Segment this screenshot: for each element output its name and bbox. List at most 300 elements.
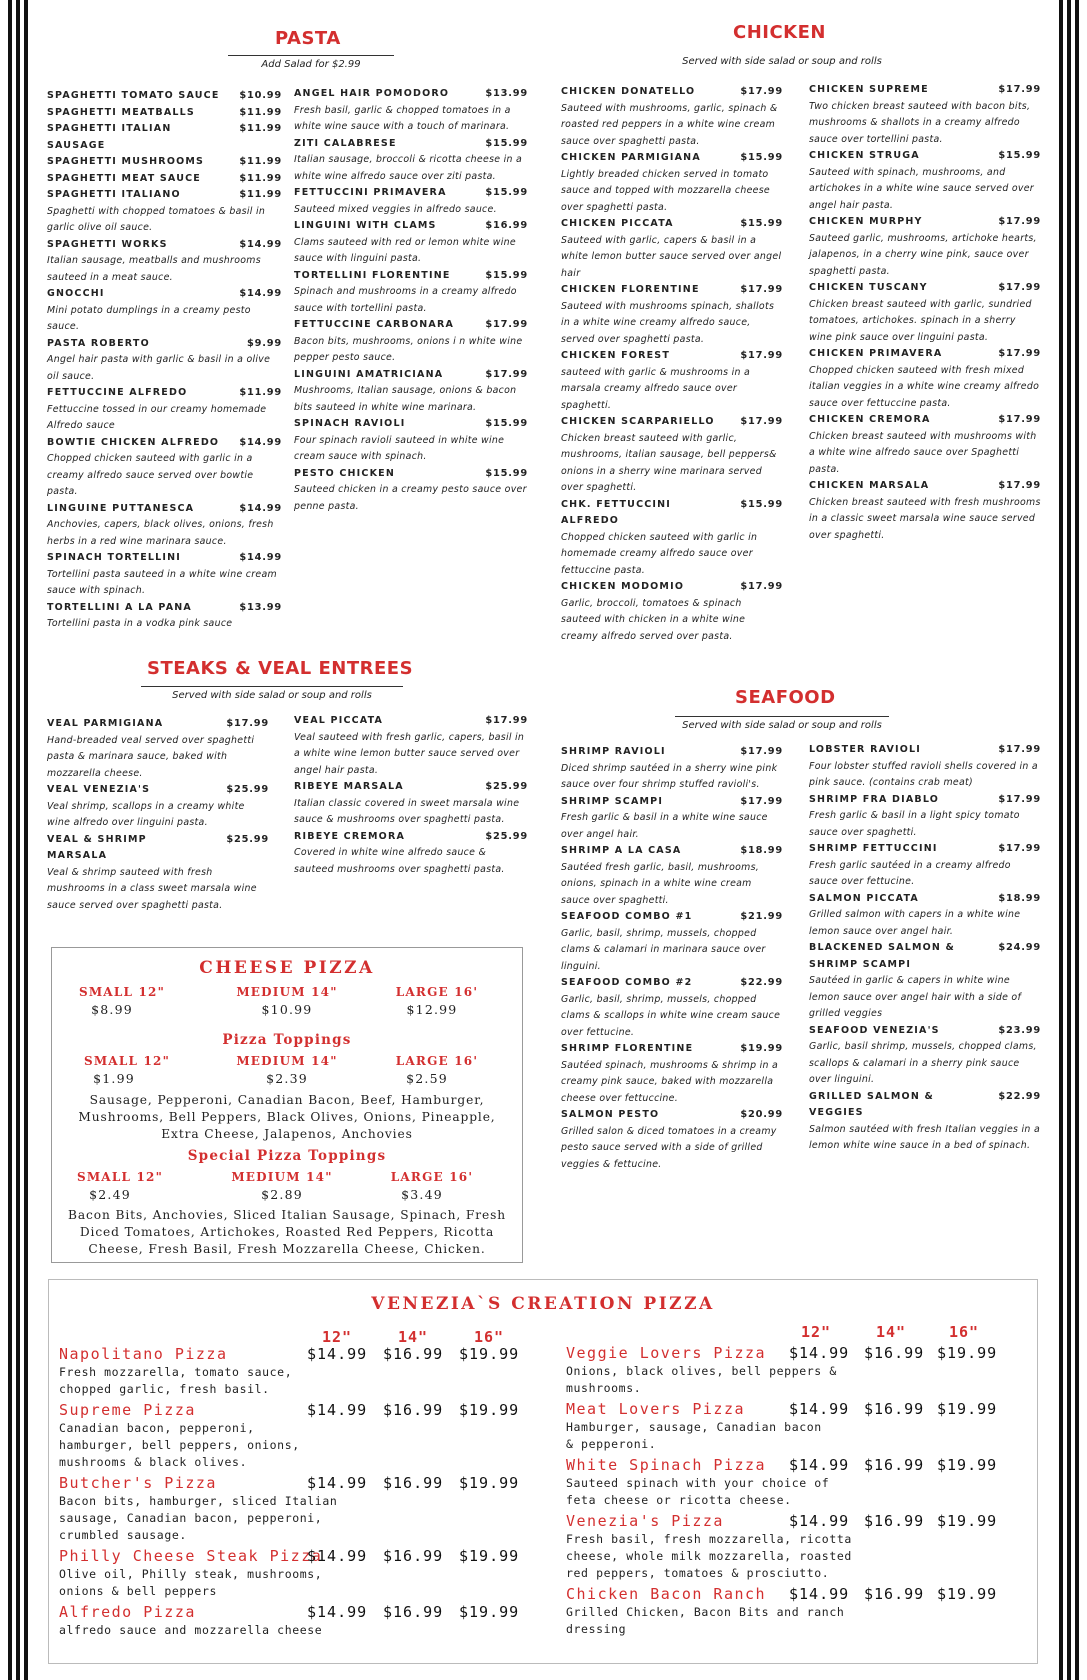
special-toppings-line: Bacon Bits, Anchovies, Sliced Italian Sausage, Spinach, Fresh bbox=[68, 1208, 506, 1222]
pizza-price: $19.99 bbox=[937, 1585, 998, 1603]
menu-item bbox=[561, 84, 783, 150]
pizza-description: cheese, whole milk mozzarella, roasted bbox=[566, 1549, 852, 1563]
pizza-name: Alfredo Pizza bbox=[59, 1603, 196, 1621]
menu-item-price: $15.99 bbox=[740, 152, 783, 163]
pizza-price: $16.99 bbox=[864, 1512, 925, 1530]
menu-item bbox=[294, 136, 528, 186]
menu-item-name: SHRIMP A LA CASA bbox=[561, 845, 682, 856]
menu-item-price: $18.99 bbox=[740, 845, 783, 856]
menu-item-description: Fresh garlic & basil in a light spicy tomato sauce over spaghetti. bbox=[809, 810, 1020, 838]
menu-item-description: Angel hair pasta with garlic & basil in a olive oil sauce. bbox=[47, 354, 271, 382]
menu-item-name: SEAFOOD COMBO #2 bbox=[561, 977, 693, 988]
menu-item-name: CHK. FETTUCCINI ALFREDO bbox=[561, 498, 672, 526]
menu-item-price: $17.99 bbox=[485, 715, 528, 726]
menu-item-description: Salmon sautéed with fresh Italian veggies in a lemon white wine sauce in a bed of spinach. bbox=[809, 1123, 1040, 1151]
menu-item-name: SPAGHETTI ITALIANO bbox=[47, 189, 181, 200]
menu-item bbox=[809, 346, 1041, 412]
menu-item-description: Grilled salon & diced tomatoes in a creamy pesto sauce served with a side of grilled veggies & fettucine. bbox=[561, 1125, 777, 1170]
menu-item bbox=[47, 716, 269, 782]
menu-item-description: Sauteed with garlic, capers & basil in a white lemon butter sauce served over angel hair bbox=[561, 234, 782, 279]
menu-item-name: SHRIMP FETTUCCINI bbox=[809, 843, 938, 854]
pizza-name: White Spinach Pizza bbox=[566, 1456, 767, 1474]
menu-item-price: $17.99 bbox=[998, 282, 1041, 293]
pizza-description: & pepperoni. bbox=[566, 1437, 657, 1451]
menu-item-name: BOWTIE CHICKEN ALFREDO bbox=[47, 436, 220, 448]
menu-item bbox=[809, 478, 1041, 544]
pizza-price: $16.99 bbox=[864, 1456, 925, 1474]
pizza-description: Fresh basil, fresh mozzarella, ricotta bbox=[566, 1532, 852, 1546]
menu-item-price: $17.99 bbox=[998, 480, 1041, 491]
menu-item-name: VEAL PARMIGIANA bbox=[47, 718, 164, 729]
menu-item-description: Italian classic covered in sweet marsala wine sauce & mushrooms over spaghetti pasta. bbox=[294, 797, 520, 825]
menu-item-name: FETTUCCINE ALFREDO bbox=[47, 387, 188, 398]
menu-item-name: SPAGHETTI WORKS bbox=[47, 238, 168, 250]
pizza-description: Sauteed spinach with your choice of bbox=[566, 1476, 830, 1490]
pizza-name: Napolitano Pizza bbox=[59, 1345, 228, 1363]
pizza-description: mushrooms & black olives. bbox=[59, 1455, 248, 1469]
size-price: $8.99 bbox=[91, 1002, 133, 1017]
menu-item-name: SPAGHETTI MUSHROOMS bbox=[47, 156, 205, 167]
pizza-name: Meat Lovers Pizza bbox=[566, 1400, 746, 1418]
pizza-price: $19.99 bbox=[459, 1345, 520, 1363]
size-header: 12" bbox=[801, 1323, 832, 1341]
special-toppings-line: Diced Tomatoes, Artichokes, Roasted Red Peppers, Ricotta bbox=[79, 1225, 495, 1239]
menu-item bbox=[47, 286, 282, 336]
menu-item-price: $13.99 bbox=[485, 88, 528, 99]
menu-item-price: $19.99 bbox=[740, 1043, 783, 1054]
steaks-left-column bbox=[47, 716, 269, 914]
menu-item-description: sauteed with garlic & mushrooms in a marsala creamy alfredo sauce over spaghetti. bbox=[561, 366, 751, 411]
menu-item bbox=[294, 779, 528, 829]
menu-item-name: CHICKEN SUPREME bbox=[809, 84, 929, 95]
menu-item-description: Two chicken breast sauteed with bacon bits, mushrooms & shallots in a creamy alfredo sauce over tortellini pasta. bbox=[809, 100, 1031, 145]
menu-item bbox=[294, 317, 528, 367]
pizza-description: sausage, Canadian bacon, pepperoni, bbox=[59, 1511, 323, 1525]
size-price: $2.39 bbox=[266, 1071, 308, 1086]
size-label: LARGE 16' bbox=[395, 1054, 479, 1068]
menu-item-price: $14.99 bbox=[239, 238, 282, 250]
menu-item-price: $14.99 bbox=[239, 288, 282, 299]
menu-item bbox=[561, 1107, 783, 1173]
menu-item bbox=[47, 782, 269, 832]
menu-item-description: Fresh garlic & basil in a white wine sauce over angel hair. bbox=[561, 812, 768, 840]
pizza-price: $16.99 bbox=[383, 1474, 444, 1492]
menu-item-price: $17.99 bbox=[998, 414, 1041, 425]
menu-item-name: PESTO CHICKEN bbox=[294, 467, 395, 479]
menu-item-price: $22.99 bbox=[998, 1090, 1041, 1102]
menu-item-name: CHICKEN STRUGA bbox=[809, 150, 920, 161]
menu-item-name: CHICKEN PRIMAVERA bbox=[809, 348, 943, 359]
menu-item-price: $11.99 bbox=[239, 172, 282, 184]
menu-item-price: $11.99 bbox=[239, 156, 282, 167]
menu-item-name: LINGUINI WITH CLAMS bbox=[294, 220, 437, 231]
menu-item-name: SPAGHETTI TOMATO SAUCE bbox=[47, 90, 220, 101]
pizza-price: $14.99 bbox=[307, 1603, 368, 1621]
menu-item-description: Chicken breast sauteed with mushrooms with a white wine alfredo sauce over Spaghetti pasta. bbox=[809, 430, 1037, 475]
pizza-price: $19.99 bbox=[937, 1512, 998, 1530]
menu-item-description: Chopped chicken sauteed with fresh mixed italian veggies in a white wine creamy alfredo sauce over fettuccine pasta. bbox=[809, 364, 1040, 409]
menu-item-name: SALMON PESTO bbox=[561, 1109, 660, 1120]
menu-item-description: Diced shrimp sautéed in a sherry wine pink sauce over four shrimp stuffed ravioli's. bbox=[561, 762, 778, 790]
menu-item bbox=[809, 82, 1041, 148]
menu-item-description: Chopped chicken sauteed with garlic in a creamy alfredo sauce served over bowtie pasta. bbox=[47, 453, 254, 497]
menu-item bbox=[47, 336, 282, 386]
right-border-stripe bbox=[1067, 0, 1071, 1680]
menu-item-description: Sauteed mixed veggies in alfredo sauce. bbox=[294, 203, 497, 215]
menu-item-description: Chicken breast sauteed with garlic, sundried tomatoes, artichokes. spinach in a sherry wine pink sauce over linguini pasta. bbox=[809, 298, 1032, 343]
size-label: MEDIUM 14" bbox=[236, 985, 338, 999]
steaks-title: STEAKS & VEAL ENTREES bbox=[147, 658, 414, 679]
size-header: 14" bbox=[398, 1328, 429, 1346]
menu-item-description: Chicken breast sauteed with garlic, mushrooms, italian sausage, bell peppers& onions in a sherry wine marinara served over spaghetti. bbox=[561, 432, 777, 493]
menu-item-price: $25.99 bbox=[485, 781, 528, 792]
menu-item-name: CHICKEN DONATELLO bbox=[561, 86, 696, 97]
menu-item-name: SPAGHETTI MEATBALLS bbox=[47, 106, 195, 118]
pizza-price: $14.99 bbox=[789, 1456, 850, 1474]
pasta-subtitle: Add Salad for $2.99 bbox=[228, 55, 394, 70]
menu-item-price: $15.99 bbox=[740, 498, 783, 510]
size-header: 16" bbox=[949, 1323, 980, 1341]
menu-item bbox=[561, 282, 783, 348]
cheese-pizza-box bbox=[51, 947, 523, 1263]
menu-item-name: CHICKEN PARMIGIANA bbox=[561, 152, 701, 163]
toppings-line: Extra Cheese, Jalapenos, Anchovies bbox=[161, 1127, 413, 1141]
chicken-right-column bbox=[809, 82, 1041, 544]
menu-item-description: Fettuccine tossed in our creamy homemade Alfredo sauce bbox=[47, 403, 267, 431]
menu-item-name: FETTUCCINI PRIMAVERA bbox=[294, 187, 447, 198]
menu-item-description: Spaghetti with chopped tomatoes & basil in garlic olive oil sauce. bbox=[47, 205, 266, 233]
menu-item bbox=[809, 792, 1041, 842]
menu-item bbox=[47, 121, 282, 154]
menu-item-name: SHRIMP FLORENTINE bbox=[561, 1043, 694, 1054]
pizza-price: $16.99 bbox=[864, 1400, 925, 1418]
menu-item bbox=[809, 742, 1041, 792]
size-price: $2.49 bbox=[89, 1187, 131, 1202]
menu-item bbox=[47, 187, 282, 237]
toppings-line: Sausage, Pepperoni, Canadian Bacon, Beef, Hamburger, bbox=[89, 1093, 485, 1107]
menu-item-name: SPAGHETTI MEAT SAUCE bbox=[47, 172, 201, 184]
menu-item-description: Italian sausage, meatballs and mushrooms sauteed in a meat sauce. bbox=[47, 255, 261, 283]
menu-item-name: GNOCCHI bbox=[47, 288, 105, 299]
menu-item-price: $22.99 bbox=[740, 977, 783, 988]
menu-item bbox=[561, 414, 783, 497]
menu-item-price: $25.99 bbox=[226, 833, 269, 845]
menu-item-name: TORTELLINI A LA PANA bbox=[47, 601, 192, 613]
menu-item-price: $17.99 bbox=[998, 793, 1041, 805]
pizza-description: alfredo sauce and mozzarella cheese bbox=[59, 1623, 323, 1637]
menu-item-name: CHICKEN MURPHY bbox=[809, 216, 923, 227]
pasta-title: PASTA bbox=[275, 28, 341, 49]
venezia-title: VENEZIA`S CREATION PIZZA bbox=[371, 1294, 715, 1314]
menu-item bbox=[561, 216, 783, 282]
menu-item-description: Anchovies, capers, black olives, onions, fresh herbs in a red wine marinara sauce. bbox=[47, 519, 274, 547]
menu-item-name: VEAL VENEZIA'S bbox=[47, 784, 151, 795]
menu-item bbox=[294, 829, 528, 879]
menu-item-price: $14.99 bbox=[239, 502, 282, 514]
menu-item-description: Clams sauteed with red or lemon white wine sauce with linguini pasta. bbox=[294, 236, 516, 264]
menu-item-description: Hand-breaded veal served over spaghetti pasta & marinara sauce, baked with mozzarella cheese. bbox=[47, 734, 255, 779]
pizza-price: $19.99 bbox=[459, 1474, 520, 1492]
menu-item bbox=[294, 713, 528, 779]
menu-item-price: $15.99 bbox=[740, 218, 783, 229]
menu-item-price: $13.99 bbox=[239, 601, 282, 613]
menu-item-price: $17.99 bbox=[740, 795, 783, 807]
size-header: 16" bbox=[474, 1328, 505, 1346]
menu-item-description: Fresh garlic sautéed in a creamy alfredo sauce over fettucine. bbox=[809, 859, 1011, 887]
pizza-price: $14.99 bbox=[789, 1400, 850, 1418]
menu-item bbox=[294, 367, 528, 417]
menu-item bbox=[294, 185, 528, 218]
menu-item-name: CHICKEN TUSCANY bbox=[809, 282, 928, 293]
pizza-price: $19.99 bbox=[459, 1547, 520, 1565]
right-border-stripe bbox=[1075, 0, 1079, 1680]
menu-item-description: Covered in white wine alfredo sauce & sauteed mushrooms over spaghetti pasta. bbox=[294, 847, 505, 875]
menu-item bbox=[47, 550, 282, 600]
menu-item bbox=[809, 841, 1041, 891]
menu-item bbox=[561, 1041, 783, 1107]
menu-item bbox=[47, 385, 282, 435]
menu-item-name: SPAGHETTI ITALIAN SAUSAGE bbox=[47, 123, 172, 151]
menu-item-price: $11.99 bbox=[239, 106, 282, 118]
menu-item-price: $17.99 bbox=[998, 348, 1041, 359]
menu-item-description: Sauteed with mushrooms, garlic, spinach & roasted red peppers in a white wine cream sauce over spaghetti pasta. bbox=[561, 102, 778, 147]
menu-item bbox=[561, 794, 783, 844]
menu-item-price: $21.99 bbox=[740, 911, 783, 922]
pizza-description: Bacon bits, hamburger, sliced Italian bbox=[59, 1494, 338, 1508]
menu-item-name: SEAFOOD COMBO #1 bbox=[561, 911, 693, 922]
menu-item bbox=[561, 348, 783, 414]
menu-item-price: $17.99 bbox=[998, 84, 1041, 95]
menu-item-description: Garlic, basil shrimp, mussels, chopped clams, scallops & calamari in a sherry pink sauce over linguini. bbox=[809, 1041, 1037, 1085]
menu-item-price: $15.99 bbox=[485, 137, 528, 149]
menu-item-price: $17.99 bbox=[998, 744, 1041, 755]
menu-item-price: $10.99 bbox=[239, 90, 282, 101]
menu-item-description: Sautéed fresh garlic, basil, mushrooms, onions, spinach in a white wine cream sauce over spaghetti. bbox=[561, 861, 760, 906]
menu-item-price: $18.99 bbox=[998, 892, 1041, 904]
menu-item-price: $14.99 bbox=[239, 552, 282, 563]
seafood-right-column bbox=[809, 742, 1041, 1155]
menu-item-description: Fresh basil, garlic & chopped tomatoes in a white wine sauce with a touch of marinara. bbox=[294, 104, 511, 132]
cheese-pizza-title: CHEESE PIZZA bbox=[199, 958, 375, 978]
pizza-name: Supreme Pizza bbox=[59, 1401, 196, 1419]
pasta-left-column bbox=[47, 88, 282, 633]
pizza-price: $14.99 bbox=[307, 1547, 368, 1565]
menu-item-price: $11.99 bbox=[239, 189, 282, 200]
pizza-price: $16.99 bbox=[383, 1603, 444, 1621]
pizza-name: Philly Cheese Steak Pizza bbox=[59, 1547, 323, 1565]
menu-item bbox=[809, 891, 1041, 941]
pasta-right-column bbox=[294, 86, 528, 515]
menu-item-name: CHICKEN CREMORA bbox=[809, 414, 931, 425]
size-label: SMALL 12" bbox=[83, 1054, 171, 1068]
menu-item bbox=[294, 86, 528, 136]
size-price: $1.99 bbox=[93, 1071, 135, 1086]
menu-item bbox=[809, 940, 1041, 1023]
menu-item bbox=[47, 88, 282, 105]
size-label: SMALL 12" bbox=[76, 1170, 164, 1184]
menu-item bbox=[809, 148, 1041, 214]
menu-item-price: $16.99 bbox=[485, 220, 528, 231]
steaks-right-column bbox=[294, 713, 528, 878]
menu-item-description: Spinach and mushrooms in a creamy alfredo sauce with tortellini pasta. bbox=[294, 286, 517, 314]
menu-item-price: $17.99 bbox=[485, 319, 528, 330]
pizza-price: $19.99 bbox=[937, 1344, 998, 1362]
pizza-price: $19.99 bbox=[937, 1400, 998, 1418]
pizza-price: $14.99 bbox=[307, 1345, 368, 1363]
pizza-price: $19.99 bbox=[459, 1603, 520, 1621]
menu-item bbox=[47, 435, 282, 501]
menu-item-price: $15.99 bbox=[998, 150, 1041, 161]
menu-item-description: Grilled salmon with capers in a white wine lemon sauce over angel hair. bbox=[809, 909, 1021, 937]
chicken-title: CHICKEN bbox=[733, 22, 826, 43]
pizza-description: hamburger, bell peppers, onions, bbox=[59, 1438, 300, 1452]
menu-item-description: Chopped chicken sauteed with garlic in homemade creamy alfredo sauce over fettuccine pasta. bbox=[561, 531, 758, 576]
menu-item-price: $17.99 bbox=[740, 86, 783, 97]
menu-item-name: CHICKEN MARSALA bbox=[809, 480, 930, 491]
menu-item bbox=[294, 268, 528, 318]
menu-item-price: $14.99 bbox=[239, 436, 282, 448]
menu-item bbox=[809, 412, 1041, 478]
menu-item-description: Garlic, basil, shrimp, mussels, chopped clams & calamari in marinara sauce over linguini. bbox=[561, 927, 766, 972]
pizza-name: Veggie Lovers Pizza bbox=[566, 1344, 767, 1362]
menu-item bbox=[561, 150, 783, 216]
right-border-stripe bbox=[1059, 0, 1063, 1680]
chicken-subtitle: Served with side salad or soup and rolls bbox=[682, 56, 882, 67]
special-toppings-line: Cheese, Fresh Basil, Fresh Mozzarella Cheese, Chicken. bbox=[88, 1242, 486, 1256]
menu-item-name: BLACKENED SALMON & SHRIMP SCAMPI bbox=[809, 942, 956, 970]
menu-item bbox=[561, 975, 783, 1041]
menu-item-price: $17.99 bbox=[740, 350, 783, 361]
left-border-stripe bbox=[8, 0, 12, 1680]
menu-item-price: $25.99 bbox=[226, 784, 269, 795]
menu-item-price: $11.99 bbox=[239, 387, 282, 398]
pizza-description: Hamburger, sausage, Canadian bacon bbox=[566, 1420, 822, 1434]
seafood-subtitle: Served with side salad or soup and rolls bbox=[675, 716, 889, 731]
menu-item-price: $24.99 bbox=[998, 942, 1041, 953]
menu-item-price: $17.99 bbox=[226, 718, 269, 729]
size-label: LARGE 16' bbox=[395, 985, 479, 999]
menu-item-description: Sauteed with mushrooms spinach, shallots in a white wine creamy alfredo sauce, served over spaghetti pasta. bbox=[561, 300, 775, 345]
size-header: 12" bbox=[322, 1328, 353, 1346]
menu-item-name: TORTELLINI FLORENTINE bbox=[294, 269, 451, 281]
pizza-description: Fresh mozzarella, tomato sauce, bbox=[59, 1365, 293, 1379]
chicken-left-column bbox=[561, 84, 783, 645]
pizza-name: Venezia's Pizza bbox=[566, 1512, 724, 1530]
menu-item bbox=[561, 497, 783, 580]
seafood-left-column bbox=[561, 744, 783, 1173]
menu-item bbox=[47, 501, 282, 551]
pizza-price: $19.99 bbox=[937, 1456, 998, 1474]
menu-item-description: Veal & shrimp sauteed with fresh mushrooms in a class sweet marsala wine sauce served over spaghetti pasta. bbox=[47, 866, 257, 911]
menu-item-description: Italian sausage, broccoli & ricotta cheese in a white wine alfredo sauce over ziti pasta. bbox=[294, 154, 523, 182]
pizza-price: $14.99 bbox=[789, 1585, 850, 1603]
menu-item-name: LINGUINE PUTTANESCA bbox=[47, 502, 195, 514]
size-price: $12.99 bbox=[406, 1002, 458, 1017]
pizza-price: $16.99 bbox=[383, 1345, 444, 1363]
menu-item-name: RIBEYE CREMORA bbox=[294, 830, 406, 842]
menu-item-price: $17.99 bbox=[998, 216, 1041, 227]
menu-item-description: Mushrooms, Italian sausage, onions & bacon bits sauteed in white wine marinara. bbox=[294, 385, 517, 413]
menu-item-price: $17.99 bbox=[740, 746, 783, 757]
menu-item-name: GRILLED SALMON & VEGGIES bbox=[809, 1090, 934, 1118]
toppings-line: Mushrooms, Bell Peppers, Black Olives, Onions, Pineapple, bbox=[78, 1110, 496, 1124]
menu-item-name: ANGEL HAIR POMODORO bbox=[294, 88, 450, 99]
menu-item-description: Veal shrimp, scallops in a creamy white wine alfredo over linguini pasta. bbox=[47, 800, 245, 828]
menu-item-price: $25.99 bbox=[485, 830, 528, 842]
menu-item-name: CHICKEN SCARPARIELLO bbox=[561, 416, 715, 427]
menu-item-description: Sautéed spinach, mushrooms & shrimp in a creamy pink sauce, baked with mozzarella cheese over fettuccine. bbox=[561, 1059, 779, 1104]
pizza-description: chopped garlic, fresh basil. bbox=[59, 1382, 270, 1396]
pizza-description: feta cheese or ricotta cheese. bbox=[566, 1493, 792, 1507]
size-header: 14" bbox=[876, 1323, 907, 1341]
pizza-price: $16.99 bbox=[864, 1344, 925, 1362]
pizza-description: Canadian bacon, pepperoni, bbox=[59, 1421, 255, 1435]
menu-item-name: VEAL PICCATA bbox=[294, 715, 384, 726]
size-label: LARGE 16' bbox=[390, 1170, 474, 1184]
menu-item bbox=[294, 416, 528, 466]
menu-item-description: Tortellini pasta sauteed in a white wine cream sauce with spinach. bbox=[47, 568, 277, 596]
size-price: $2.89 bbox=[261, 1187, 303, 1202]
menu-item bbox=[561, 579, 783, 645]
menu-item-price: $17.99 bbox=[485, 368, 528, 380]
menu-item-price: $15.99 bbox=[485, 418, 528, 429]
menu-item bbox=[294, 218, 528, 268]
pizza-price: $14.99 bbox=[789, 1512, 850, 1530]
menu-item-price: $17.99 bbox=[740, 581, 783, 592]
menu-item bbox=[294, 466, 528, 516]
menu-item-description: Four lobster stuffed ravioli shells covered in a pink sauce. (contains crab meat) bbox=[809, 760, 1038, 788]
menu-item bbox=[47, 171, 282, 188]
size-price: $3.49 bbox=[401, 1187, 443, 1202]
menu-item-name: SEAFOOD VENEZIA'S bbox=[809, 1024, 940, 1036]
menu-item bbox=[47, 600, 282, 633]
pizza-price: $16.99 bbox=[383, 1401, 444, 1419]
pizza-description: mushrooms. bbox=[566, 1381, 642, 1395]
menu-item-description: Mini potato dumplings in a creamy pesto sauce. bbox=[47, 304, 251, 332]
menu-item-name: SHRIMP SCAMPI bbox=[561, 795, 664, 807]
seafood-title: SEAFOOD bbox=[735, 687, 836, 708]
left-border-stripe bbox=[24, 0, 28, 1680]
menu-item-description: Sautéed in garlic & capers in white wine lemon sauce over angel hair with a side of grilled veggies bbox=[809, 975, 1022, 1019]
size-price: $2.59 bbox=[406, 1071, 448, 1086]
menu-item-description: Four spinach ravioli sauteed in white wine cream sauce with spinach. bbox=[294, 434, 505, 462]
size-label: MEDIUM 14" bbox=[236, 1054, 338, 1068]
special-toppings-title: Special Pizza Toppings bbox=[187, 1148, 387, 1164]
menu-item-name: SPINACH RAVIOLI bbox=[294, 418, 406, 429]
pizza-description: Onions, black olives, bell peppers & bbox=[566, 1364, 837, 1378]
menu-item bbox=[47, 237, 282, 287]
pizza-description: Grilled Chicken, Bacon Bits and ranch bbox=[566, 1605, 845, 1619]
pizza-description: crumbled sausage. bbox=[59, 1528, 187, 1542]
pizza-price: $19.99 bbox=[459, 1401, 520, 1419]
menu-item-price: $23.99 bbox=[998, 1024, 1041, 1036]
menu-item-price: $15.99 bbox=[485, 187, 528, 198]
pizza-price: $16.99 bbox=[383, 1547, 444, 1565]
menu-item-description: Sauteed with spinach, mushrooms, and artichokes in a white wine sauce served over angel hair pasta. bbox=[809, 166, 1034, 211]
menu-item-name: SHRIMP RAVIOLI bbox=[561, 746, 666, 757]
pizza-description: red peppers, tomatoes & prosciutto. bbox=[566, 1566, 830, 1580]
menu-item-description: Garlic, broccoli, tomatoes & spinach sauteed with chicken in a white wine creamy alfredo served over pasta. bbox=[561, 597, 746, 642]
menu-item-name: LINGUINI AMATRICIANA bbox=[294, 368, 444, 380]
pizza-description: Olive oil, Philly steak, mushrooms, bbox=[59, 1567, 323, 1581]
pizza-name: Butcher's Pizza bbox=[59, 1474, 217, 1492]
menu-item-price: $20.99 bbox=[740, 1109, 783, 1120]
size-label: SMALL 12" bbox=[78, 985, 166, 999]
menu-item-name: VEAL & SHRIMP MARSALA bbox=[47, 833, 147, 861]
menu-item-description: Bacon bits, mushrooms, onions i n white wine pepper pesto sauce. bbox=[294, 335, 523, 363]
menu-item bbox=[809, 1023, 1041, 1089]
menu-item bbox=[809, 214, 1041, 280]
